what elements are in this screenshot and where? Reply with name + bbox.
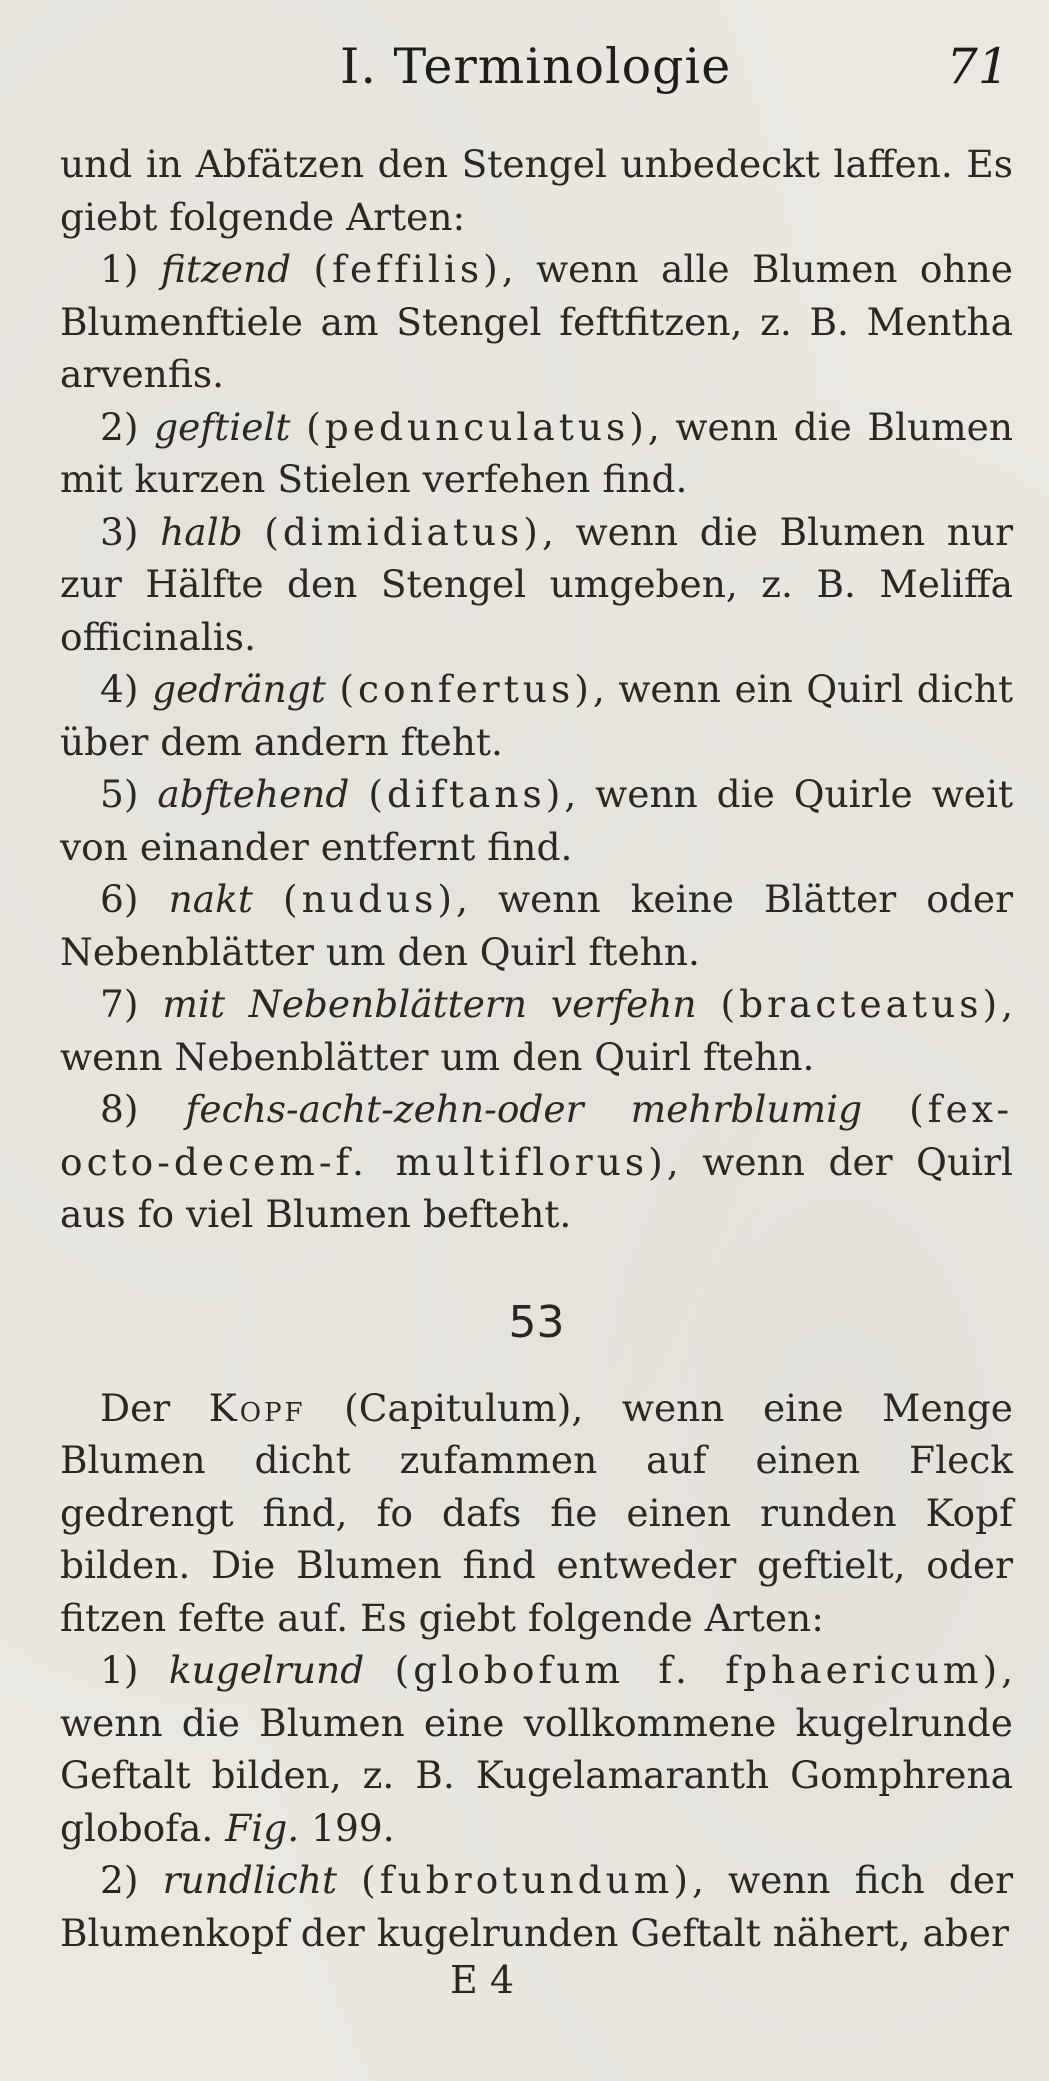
list-item <box>60 1854 1013 1959</box>
item-latin: (feffilis) <box>313 247 502 291</box>
item-description: , wenn keine Blätter oder Nebenblätter um den Quirl ftehn. <box>60 877 1014 974</box>
list-item <box>60 663 1013 768</box>
item-latin: (globofum f. fphaericum) <box>394 1648 1002 1692</box>
item-term: mit Nebenblättern verfehn <box>162 982 697 1026</box>
item-latin: (fubrotundum) <box>361 1858 692 1902</box>
item-term: kugelrund <box>168 1648 365 1692</box>
item-description: , wenn die Blumen mit kurzen Stielen verfehen find. <box>60 404 1013 501</box>
item-description: , wenn ein Quirl dicht über dem andern fteht. <box>60 667 1014 764</box>
running-title: I. Terminologie <box>340 38 732 95</box>
list-item <box>60 243 1013 401</box>
item-term: rundlicht <box>162 1858 338 1902</box>
item-term: fechs-acht-zehn-oder mehrblumig <box>185 1087 863 1131</box>
item-term: gedrängt <box>152 667 326 711</box>
item-number: 5) <box>100 772 139 816</box>
item-number: 1) <box>100 247 139 291</box>
figure-number: 199. <box>311 1805 395 1850</box>
item-number: 2) <box>100 404 139 449</box>
list-item <box>60 506 1013 664</box>
item-number: 7) <box>100 982 139 1026</box>
item-description: , wenn alle Blumen ohne Blumenftiele am Stengel feftfitzen, z. B. Mentha arvenfis. <box>60 247 1013 396</box>
list-item <box>60 768 1013 873</box>
item-number: 1) <box>100 1648 139 1692</box>
intro-description: , wenn eine Menge Blumen dicht zufammen auf einen Fleck gedrengt find, fo dafs fie einen runden Kopf bilden. Die Blumen find entweder geftielt, oder fitzen fefte auf. Es giebt folgende Arten: <box>60 1385 1013 1640</box>
item-number: 2) <box>100 1858 139 1902</box>
item-term: fitzend <box>160 247 292 291</box>
item-latin: (dimidiatus) <box>264 509 542 554</box>
section-53-intro <box>60 1382 1013 1645</box>
list-item <box>60 1644 1013 1854</box>
list-item <box>60 978 1013 1083</box>
item-description: , wenn fich der Blumenkopf der kugelrunden Geftalt nähert, aber <box>60 1858 1014 1955</box>
item-latin: (confertus) <box>339 667 593 711</box>
item-number: 6) <box>100 877 139 921</box>
item-description: , wenn die Blumen nur zur Hälfte den Stengel umgeben, z. B. Meliffa officinalis. <box>60 509 1014 659</box>
intro-word: Der <box>100 1385 171 1430</box>
item-description: , wenn Nebenblätter um den Quirl ftehn. <box>60 982 1014 1079</box>
item-number: 4) <box>100 667 139 711</box>
item-term: abftehend <box>157 772 350 816</box>
section-52-intro: und in Abfätzen den Stengel unbedeckt laffen. Es giebt folgende Arten: <box>60 142 1013 239</box>
signature-mark: E 4 <box>450 1958 514 2002</box>
list-item <box>60 873 1013 978</box>
item-latin: (diftans) <box>368 772 565 816</box>
item-term: nakt <box>168 877 253 921</box>
item-description: , wenn der Quirl aus fo viel Blumen befteht. <box>60 1139 1013 1236</box>
item-number: 8) <box>100 1087 139 1131</box>
item-number: 3) <box>100 509 139 554</box>
item-latin: (pedunculatus) <box>306 404 648 449</box>
item-latin: (bracteatus) <box>720 982 1002 1026</box>
item-latin: (fex-octo-decem-f. multiflorus) <box>60 1087 1014 1184</box>
item-description: , wenn die Blumen eine vollkommene kugelrunde Geftalt bilden, z. B. Kugelamaranth Gomphrena globofa. <box>60 1648 1014 1850</box>
list-item <box>60 1083 1013 1241</box>
item-latin: (nudus) <box>283 877 456 921</box>
section-number: 53 <box>508 1296 565 1348</box>
intro-latin: (Capitulum) <box>344 1385 572 1430</box>
item-term: halb <box>160 509 243 554</box>
page-number: 71 <box>946 38 1009 95</box>
figure-label: Fig. <box>225 1805 300 1850</box>
intro-term: Kopf <box>208 1385 306 1430</box>
item-description: , wenn die Quirle weit von einander entfernt find. <box>60 772 1014 869</box>
item-term: geftielt <box>154 404 291 449</box>
page-header <box>60 38 1013 108</box>
list-item <box>60 401 1013 506</box>
